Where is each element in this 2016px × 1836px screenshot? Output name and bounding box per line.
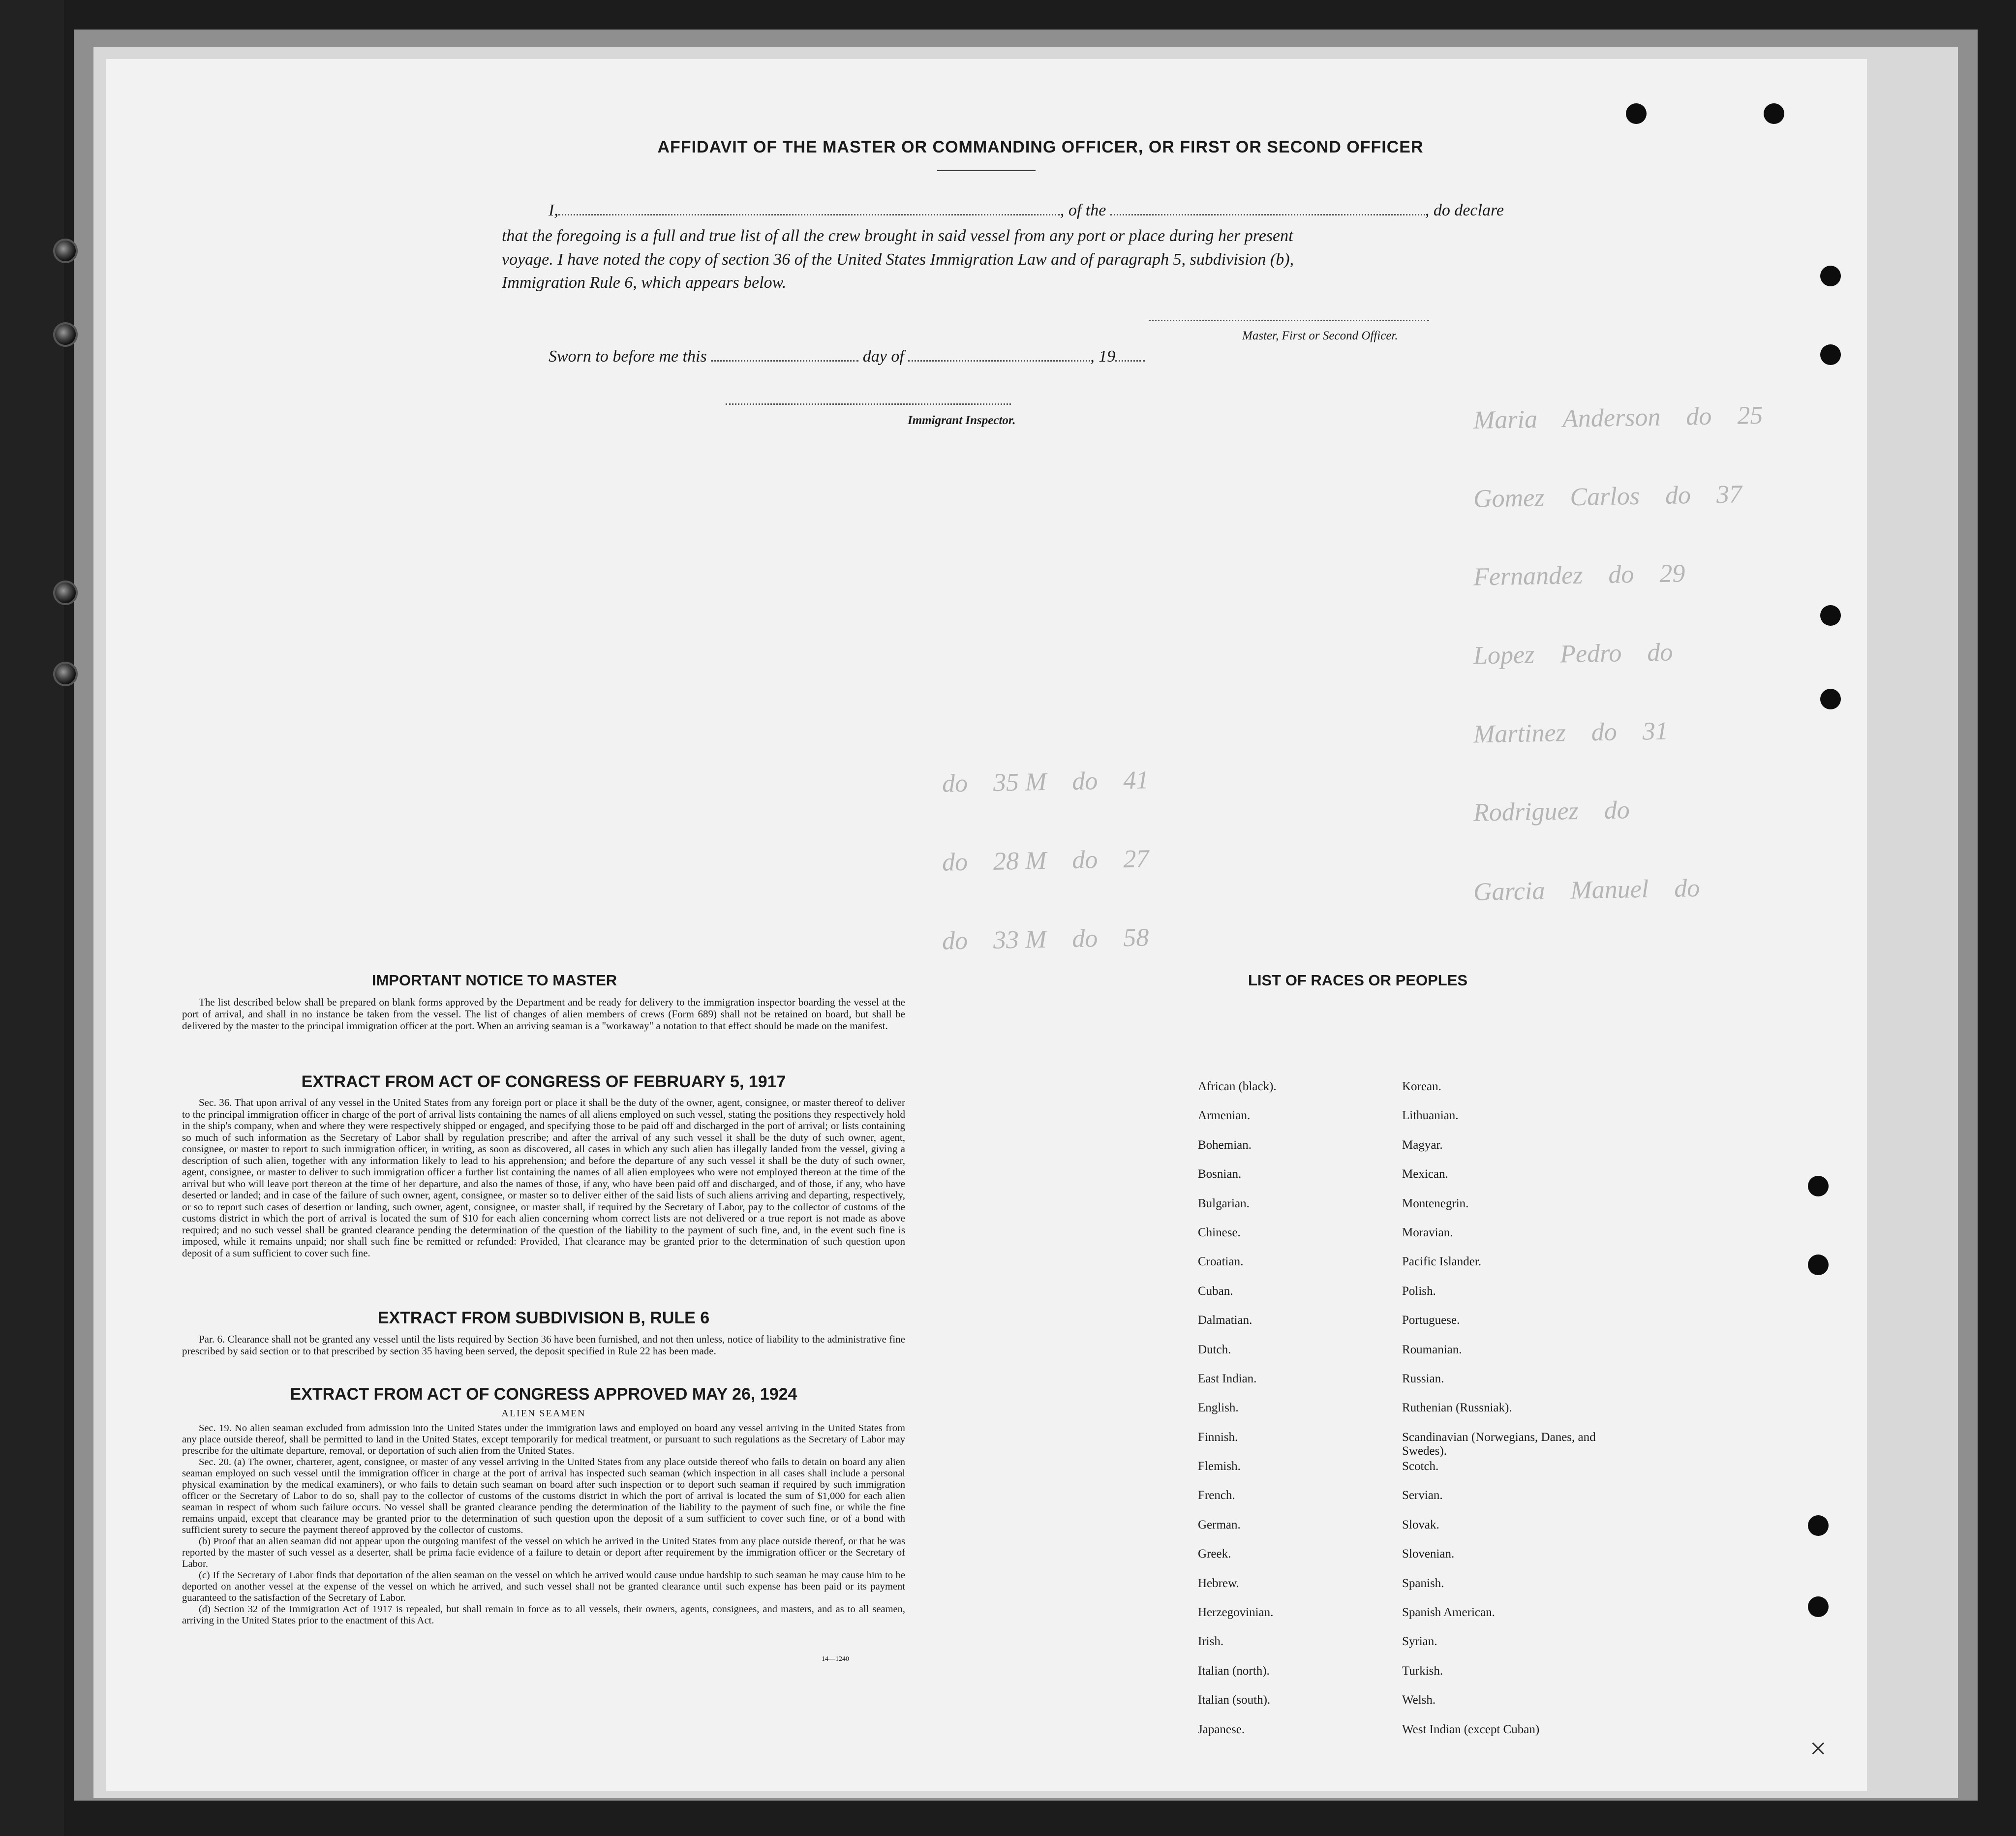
race-item: Scandinavian (Norwegians, Danes, and Swedes). [1402, 1430, 1596, 1458]
binding-strip [0, 0, 64, 1836]
race-item: Magyar. [1402, 1138, 1443, 1152]
race-item: Bohemian. [1198, 1138, 1252, 1152]
punch-hole [1626, 103, 1647, 124]
inspector-signature-line [726, 403, 1011, 405]
race-item: Dutch. [1198, 1343, 1231, 1356]
year-blank [1115, 346, 1145, 362]
punch-hole [1820, 344, 1841, 365]
races-title: LIST OF RACES OR PEOPLES [1248, 972, 1468, 989]
race-item: Lithuanian. [1402, 1109, 1459, 1123]
section-36-paragraph: Sec. 36. That upon arrival of any vessel in the United States from any foreign port or place it shall be the duty of the owner, agent, consignee, or master thereof to deliver to the principal immigration officer in charge of the port of arrival lists containing the names of all aliens employed on such vessel, stating the positions they respectively hold in the ship's company, when and where they were respectively shipped or engaged, and specifying those to be paid off and discharged in the port of arrival; or lists containing so much of such information as the Secretary of Labor shall by regulation prescribe; and after the arrival of any such vessel it shall be the duty of such owner, agent, consignee, or master to report to such immigration officer, in writing, as soon as discovered, all cases in which any such alien has illegally landed from the vessel, giving a description of such alien, together with any information likely to lead to his apprehension; and before the departure of any such vessel it shall be the duty of such owner, agent, consignee, or master to deliver to such immigration officer a further list containing the names of all alien employees who were not employed thereon at the time of the arrival but who will leave port thereon at the time of her departure, and also the names of those, if any, who have been paid off and discharged, and of those, if any, who have deserted or landed; and in case of the failure of such owner, agent, consignee, or master so to deliver either of the said lists of such aliens arriving and departing, respectively, or so to report such cases of desertion or landing, such owner, agent, consignee, or master shall, if required by the Secretary of Labor, pay to the collector of customs of the customs district in which the port of arrival is located the sum of $10 for each alien concerning whom correct lists are not delivered or a true report is not made as above required; and no such vessel shall be granted clearance pending the determination of the question of the liability to the payment of such fine, and, in the event such fine is imposed, while it remains unpaid; nor shall such fine be remitted or refunded: Provided, That clearance may be granted prior to the determination of such question upon deposit of a sum sufficient to cover such fine. [182, 1097, 905, 1259]
sworn-line [549, 345, 1145, 368]
month-blank [908, 346, 1090, 362]
punch-hole [1808, 1255, 1829, 1275]
race-item: Finnish. [1198, 1430, 1238, 1444]
race-item: West Indian (except Cuban) [1402, 1722, 1540, 1736]
race-item: Bulgarian. [1198, 1196, 1250, 1210]
act-1924-title: EXTRACT FROM ACT OF CONGRESS APPROVED MAY 26, 1924 [290, 1385, 797, 1404]
race-item: Greek. [1198, 1547, 1231, 1561]
act-1917-title: EXTRACT FROM ACT OF CONGRESS OF FEBRUARY 5, 1917 [301, 1072, 786, 1091]
punch-hole [1820, 266, 1841, 286]
vessel-blank [1110, 200, 1425, 215]
race-item: Welsh. [1402, 1693, 1436, 1707]
race-item: Armenian. [1198, 1109, 1251, 1123]
sworn-day-of: day of [862, 347, 904, 366]
race-item: Slovenian. [1402, 1547, 1455, 1561]
races-left-column [1198, 1080, 1277, 1752]
binder-ring [53, 322, 78, 347]
title-rule [937, 170, 1036, 171]
race-item: Italian (south). [1198, 1693, 1271, 1707]
affidavit-title: AFFIDAVIT OF THE MASTER OR COMMANDING OFFICER, OR FIRST OR SECOND OFFICER [657, 138, 1424, 156]
race-item: Spanish. [1402, 1576, 1444, 1590]
punch-hole [1808, 1596, 1829, 1617]
declaration-i: I, [549, 201, 558, 219]
paragraph-6: Par. 6. Clearance shall not be granted any vessel until the lists required by Section 36 have been furnished, and not then unless, notice of liability to the administrative fine prescribed by said section or to that prescribed by section 35 having been served, the deposit specified in Rule 22 has been made. [182, 1333, 905, 1357]
race-item: Croatian. [1198, 1255, 1244, 1269]
race-item: Spanish American. [1402, 1606, 1495, 1620]
name-blank [558, 200, 1060, 215]
notice-paragraph: The list described below shall be prepared on blank forms approved by the Department and be ready for delivery to the immigration inspector boarding the vessel at the port of arrival, and shall in no instance be taken from the vessel. The list of changes of alien members of crews (Form 689) shall not be retained on board, but shall be delivered by the master to the principal immigration officer at the port. When an arriving seaman is a "workaway" a notation to that effect should be made on the manifest. [182, 996, 905, 1032]
race-item: Servian. [1402, 1489, 1443, 1502]
race-item: Irish. [1198, 1635, 1224, 1649]
binder-ring [53, 581, 78, 605]
signature-line [1149, 320, 1429, 321]
punch-hole [1808, 1515, 1829, 1536]
race-item: Polish. [1402, 1284, 1436, 1298]
punch-hole [1820, 605, 1841, 626]
race-item: Cuban. [1198, 1284, 1233, 1298]
race-item: Syrian. [1402, 1635, 1437, 1649]
race-item: Mexican. [1402, 1167, 1448, 1181]
alien-seamen-subtitle: ALIEN SEAMEN [501, 1408, 586, 1419]
race-item: Pacific Islander. [1402, 1255, 1482, 1269]
act-1924-text [182, 1423, 905, 1626]
race-item: Italian (north). [1198, 1664, 1270, 1678]
race-item: Moravian. [1402, 1225, 1453, 1239]
section-20b-paragraph: (b) Proof that an alien seaman did not appear upon the outgoing manifest of the vessel on which he arrived in the United States from any place outside thereof, or that he was reported by the master of such vessel as a deserter, shall be prima facie evidence of a failure to detain or deport after requirement by the immigration officer or the Secretary of Labor. [182, 1536, 905, 1569]
race-item: English. [1198, 1401, 1239, 1415]
race-item: Bosnian. [1198, 1167, 1242, 1181]
race-item: Hebrew. [1198, 1576, 1239, 1590]
race-item: German. [1198, 1518, 1241, 1531]
race-item: Slovak. [1402, 1518, 1439, 1531]
section-20a-paragraph: Sec. 20. (a) The owner, charterer, agent, consignee, or master of any vessel arriving in the United States from any place outside thereof who fails to detain on board any alien seaman employed on such vessel until the immigration officer in charge at the port of arrival has inspected such seaman (which inspection in all cases shall include a personal physical examination by the medical examiners), or who fails to detain such seaman on board after such inspection or to deport such seaman if required by such immigration officer or the Secretary of Labor to do so, shall pay to the collector of customs of the customs district in which the port of arrival is located the sum of $1,000 for each alien seaman in respect of whom such failure occurs. No vessel shall be granted clearance pending the determination of the liability to the payment of such fine, or while the fine remains unpaid, except that clearance may be granted prior to the determination of such question upon the deposit of a sum sufficient to cover such fine, or of a bond with sufficient surety to secure the payment thereof approved by the collector of customs. [182, 1457, 905, 1535]
section-20c-paragraph: (c) If the Secretary of Labor finds that deportation of the alien seaman on the vessel on which he arrived would cause undue hardship to such seaman he may cause him to be deported on another vessel at the expense of the vessel on which he arrived, and such vessel shall not be granted clearance until such expense has been paid or its payment guaranteed to the satisfaction of the Secretary of Labor. [182, 1570, 905, 1603]
rule-6-text [182, 1333, 905, 1357]
race-item: Portuguese. [1402, 1314, 1460, 1327]
declaration-line-4: Immigration Rule 6, which appears below. [502, 274, 787, 292]
day-blank [711, 346, 858, 362]
race-item: East Indian. [1198, 1372, 1257, 1385]
races-right-column [1402, 1080, 1609, 1752]
race-item: African (black). [1198, 1080, 1277, 1093]
punch-hole [1808, 1176, 1829, 1196]
rule-6-title: EXTRACT FROM SUBDIVISION B, RULE 6 [377, 1309, 710, 1327]
race-item: Chinese. [1198, 1225, 1241, 1239]
punch-hole [1820, 689, 1841, 709]
punch-hole [1764, 103, 1784, 124]
section-19-paragraph: Sec. 19. No alien seaman excluded from admission into the United States under the immigration laws and employed on board any vessel arriving in the United States from any place outside thereof, shall be permitted to land in the United States, except temporarily for medical treatment, or pursuant to such regulations as the Secretary of Labor may prescribe for the ultimate departure, removal, or deportation of such alien from the United States. [182, 1423, 905, 1456]
race-item: French. [1198, 1489, 1235, 1502]
race-item: Russian. [1402, 1372, 1444, 1385]
race-item: Japanese. [1198, 1722, 1245, 1736]
binder-ring [53, 662, 78, 686]
declaration-line-1 [549, 199, 1504, 222]
binder-ring [53, 239, 78, 263]
race-item: Turkish. [1402, 1664, 1443, 1678]
declaration-of-the: , of the [1060, 201, 1106, 219]
inspector-label: Immigrant Inspector. [908, 414, 1016, 427]
document-page: Maria Anderson do 25 Gomez Carlos do 37 Fernandez do 29 Lopez Pedro do Martinez do 31 Rodriguez do Garcia Manuel do do 33 M do 58 do 28 M do 27 do 35 M do 41 AFFIDAVIT OF THE MASTER OR COMMANDING OFFICER, OR FIRST OR SECOND OFFICER I, , of the , do declare that the foregoing is a full and true list of all the crew brought in said vessel from any port or place during her present voyage. I have noted the copy of section 36 of the United States Immigration Law and of paragraph 5, subdivision (b), Immigration Rule 6, which appears below. Master, First or Second Officer. Sworn to before me this day of , 19 Immigrant Inspector. IMPORTANT NOTICE TO MASTER The list described below shall be prepared on blank forms approved by the Department and be ready for delivery to the immigration inspector boarding the vessel at the port of arrival, and shall in no instance be taken from the vessel. The list of changes of alien members of crews (Form 689) shall not be retained on board, but shall be delivered by the master to the principal immigration officer at the port. When an arriving seaman is a "workaway" a notation to that effect should be made on the manifest. EXTRACT FROM ACT OF CONGRESS OF FEBRUARY 5, 1917 Sec. 36. That upon arrival of any vessel in the United States from any foreign port or place it shall be the duty of the owner, agent, consignee, or master thereof to deliver to the principal immigration officer in charge of the port of arrival lists containing the names of all aliens employed on such vessel, stating the positions they respectively hold in the ship's company, when and where they were respectively shipped or engaged, and specifying those to be paid off and discharged in the port of arrival; or lists containing so much of such information as the Secretary of Labor shall by regulation prescribe; and after the arrival of any such vessel it shall be the duty of such owner, agent, consignee, or master to report to such immigration officer, in writing, as soon as discovered, all cases in which any such alien has illegally landed from the vessel, giving a description of such alien, together with any information likely to lead to his apprehension; and before the departure of any such vessel it shall be the duty of such owner, agent, consignee, or master to deliver to such immigration officer a further list containing the names of all alien employees who were not employed thereon at the time of the arrival but who will leave port thereon at the time of her departure, and also the names of those, if any, who have been paid off and discharged, and of those, if any, who have deserted or landed; and in case of the failure of such owner, agent, consignee, or master so to deliver either of the said lists of such aliens arriving and departing, respectively, or so to report such cases of desertion or landing, such owner, agent, consignee, or master shall, if required by the Secretary of Labor, pay to the collector of customs of the customs district in which the port of arrival is located the sum of $10 for each alien concerning whom correct lists are not delivered or a true report is not made as above required; and no such vessel shall be granted clearance pending the determination of the question of the liability to the payment of such fine, and, in the event such fine is imposed, while it remains unpaid; nor shall such fine be remitted or refunded: Provided, That clearance may be granted prior to the determination of such question upon deposit of a sum sufficient to cover such fine. EXTRACT FROM SUBDIVISION B, RULE 6 Par. 6. Clearance shall not be granted any vessel until the lists required by Section 36 have been furnished, and not then unless, notice of liability to the administrative fine prescribed by said section or to that prescribed by section 35 having been served, the deposit specified in Rule 22 has been made. EXTRACT FROM ACT OF CONGRESS APPROVED MAY 26, 1924 ALIEN SEAMEN Sec. 19. No alien seaman excluded from admission into the United States under the immigration laws and employed on board any vessel arriving in the United States from any place outside thereof, shall be permitted to land in the United States, except temporarily for medical treatment, or pursuant to such regulations as the Secretary of Labor may prescribe for the ultimate departure, removal, or deportation of such alien from the United States. Sec. 20. (a) The owner, charterer, agent, consignee, or master of any vessel arriving in the United States from any place outside thereof who fails to detain on board any alien seaman employed on such vessel until the immigration officer in charge at the port of arrival has inspected such seaman (which inspection in all cases shall include a personal physical examination by the medical examiners), or who fails to detain such seaman on board after such inspection or to deport such seaman if required by such immigration officer or the Secretary of Labor to do so, shall pay to the collector of customs of the customs district in which the port of arrival is located the sum of $1,000 for each alien seaman in respect of whom such failure occurs. No vessel shall be granted clearance pending the determination of the liability to the payment of such fine, or while the fine remains unpaid, except that clearance may be granted prior to the determination of such question upon the deposit of a sum sufficient to cover such fine, or of a bond with sufficient surety to secure the payment thereof approved by the collector of customs. (b) Proof that an alien seaman did not appear upon the outgoing manifest of the vessel on which he arrived in the United States from any place outside thereof, or that he was reported by the master of such vessel as a deserter, shall be prima facie evidence of a failure to detain or deport after requirement by the immigration officer or the Secretary of Labor. (c) If the Secretary of Labor finds that deportation of the alien seaman on the vessel on which he arrived would cause undue hardship to such seaman he may cause him to be deported on another vessel at the expense of the vessel on which he arrived, and such vessel shall not be granted clearance until such expense has been paid or its payment guaranteed to the satisfaction of the Secretary of Labor. (d) Section 32 of the Immigration Act of 1917 is repealed, but shall remain in force as to all vessels, their owners, agents, consignees, and masters, and as to all seamen, arriving in the United States prior to the enactment of this Act. 14—1240 LIST OF RACES OR PEOPLES African (black). Armenian. Bohemian. Bosnian. Bulgarian. Chinese. Croatian. Cuban. Dalmatian. Dutch. East Indian. English. Finnish. Flemish. French. German. Greek. Hebrew. Herzegovinian. Irish. Italian (north). Italian (south). Japanese. Korean. Lithuanian. Magyar. Mexican. Montenegrin. Moravian. Pacific Islander. Polish. Portuguese. Roumanian. Russian. Ruthenian (Russniak). Scandinavian (Norwegians, Danes, and Swedes). Scotch. Servian. Slovak. Slovenian. Spanish. Spanish American. Syrian. Turkish. Welsh. West Indian (except Cuban) × [106, 59, 1867, 1791]
act-1917-text [182, 1097, 905, 1259]
sworn-year: , 19 [1090, 347, 1116, 366]
race-item: Herzegovinian. [1198, 1606, 1274, 1620]
notice-text [182, 996, 905, 1032]
race-item: Scotch. [1402, 1460, 1439, 1473]
section-20d-paragraph: (d) Section 32 of the Immigration Act of 1917 is repealed, but shall remain in force as to all vessels, their owners, agents, consignees, and masters, and as to all seamen, arriving in the United States prior to the enactment of this Act. [182, 1604, 905, 1626]
race-item: Dalmatian. [1198, 1314, 1252, 1327]
form-code: 14—1240 [822, 1655, 849, 1663]
race-item: Ruthenian (Russniak). [1402, 1401, 1512, 1415]
declaration-line-3: voyage. I have noted the copy of section 36 of the United States Immigration Law and of paragraph 5, subdivision (b), [502, 250, 1294, 269]
signer-label: Master, First or Second Officer. [1242, 329, 1398, 342]
notice-title: IMPORTANT NOTICE TO MASTER [371, 972, 617, 989]
declaration-line-2: that the foregoing is a full and true list of all the crew brought in said vessel from any port or place during her present [502, 227, 1293, 245]
race-item: Korean. [1402, 1080, 1441, 1093]
race-item: Roumanian. [1402, 1343, 1462, 1356]
sworn-label: Sworn to before me this [549, 347, 707, 366]
corner-mark: × [1808, 1732, 1828, 1765]
race-item: Montenegrin. [1402, 1196, 1469, 1210]
race-item: Flemish. [1198, 1460, 1241, 1473]
declaration-do-declare: , do declare [1425, 201, 1504, 219]
